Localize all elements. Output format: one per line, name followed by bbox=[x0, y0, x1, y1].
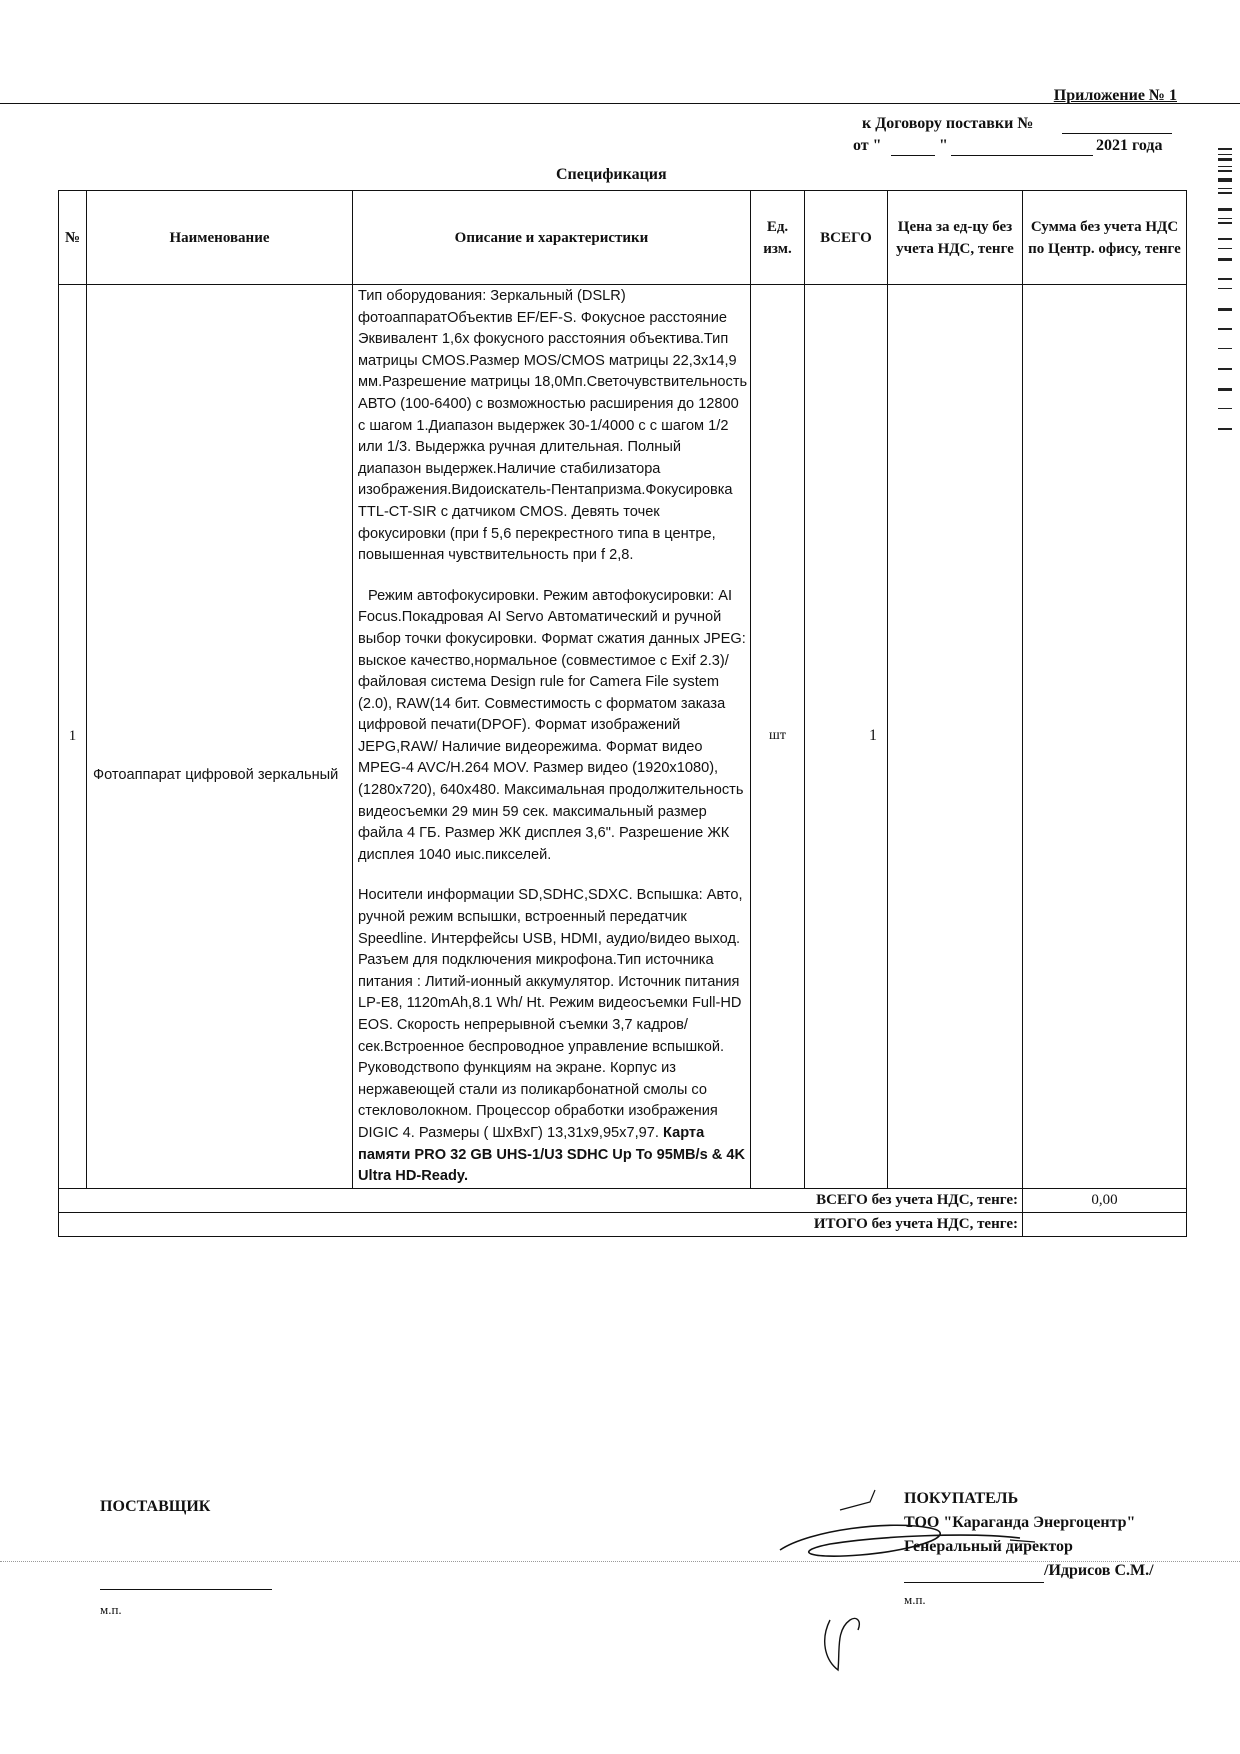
date-prefix: от " bbox=[853, 137, 882, 154]
supplier-title: ПОСТАВЩИК bbox=[100, 1498, 211, 1515]
contract-number-line bbox=[1062, 133, 1172, 134]
appendix-label: Приложение № 1 bbox=[1053, 87, 1177, 104]
col-header-price: Цена за ед-цу без учета НДС, тенге bbox=[888, 191, 1023, 285]
row-name: Фотоаппарат цифровой зеркальный bbox=[87, 285, 353, 1189]
row-price bbox=[888, 285, 1023, 1189]
contract-ref: к Договору поставки № bbox=[862, 115, 1034, 132]
buyer-stamp-label: м.п. bbox=[904, 1592, 926, 1607]
description-paragraph-3 bbox=[358, 885, 748, 1187]
buyer-name: /Идрисов С.М./ bbox=[1044, 1562, 1154, 1579]
row-total: 1 bbox=[805, 285, 888, 1189]
row-description bbox=[353, 285, 751, 1189]
date-month-line bbox=[951, 155, 1093, 156]
description-paragraph-2: Режим автофокусировки. Режим автофокусировки: AI Focus.Покадровая AI Servo Автоматический и ручной выбор точки фокусировки. Формат сжатия данных JPEG: выское качество,нормальное (совместимое с Exif 2.3)/ файловая система Design rule for Camera File system (2.0), RAW(14 бит. Совместимость с форматом заказа цифровой печати(DPOF). Формат изображений JEPG,RAW/ Наличие видеорежима. Формат видео MPEG-4 AVC/H.264 MOV. Размер видео (1920x1080), (1280x720), 640x480. Максимальная продолжительность видеосъемки 29 мин 59 сек. максимальный размер файла 4 ГБ. Размер ЖК дисплея 3,6". Разрешение ЖК дисплея 1040 иыс.пикселей. bbox=[358, 587, 746, 863]
scan-artifact-line bbox=[0, 1561, 1240, 1562]
supplier-stamp-label: м.п. bbox=[100, 1602, 122, 1617]
description-text-3: Носители информации SD,SDHC,SDXC. Вспышка: Авто, ручной режим вспышки, встроенный передатчик Speedline. Интерфейсы USB, HDMI, аудио/видео выход. Разъем для подключения микрофона.Тип источника питания : Литий-ионный аккумулятор. Источник питания LP-E8, 1120mAh,8.1 Wh/ Ht. Режим видеосъемки Full-HD EOS. Скорость непрерывной съемки 3,7 кадров/сек.Встроенное беспроводное управление вспышкой. Руководствопо функциям на экране. Корпус из нержавеющей стали из поликарбонатной смолы со стекловолокном. Процессор обработки изображения DIGIC 4. Размеры ( ШxВxГ) 13,31x9,95x7,97. bbox=[358, 887, 743, 1141]
row-sum bbox=[1023, 285, 1187, 1189]
summary-row-total bbox=[59, 1188, 1187, 1212]
col-header-sum: Сумма без учета НДС по Центр. офису, тенге bbox=[1023, 191, 1187, 285]
col-header-number: № bbox=[59, 191, 87, 285]
summary-grand-value bbox=[1023, 1212, 1187, 1236]
buyer-position: Генеральный директор bbox=[904, 1538, 1073, 1555]
buyer-organization: ТОО "Караганда Энергоцентр" bbox=[904, 1514, 1136, 1531]
col-header-unit: Ед. изм. bbox=[751, 191, 805, 285]
supplier-signature-line bbox=[100, 1589, 272, 1590]
row-unit: шт bbox=[751, 285, 805, 1189]
barcode-mark bbox=[1216, 148, 1236, 448]
col-header-name: Наименование bbox=[87, 191, 353, 285]
date-mid: " bbox=[939, 137, 948, 154]
summary-row-grand bbox=[59, 1212, 1187, 1236]
specification-table bbox=[58, 190, 1187, 1237]
description-paragraph-1: Тип оборудования: Зеркальный (DSLR) фотоаппаратОбъектив EF/EF-S. Фокусное расстояние Эквивалент 1,6x фокусного расстояния объектива.Тип матрицы CMOS.Размер MOS/CMOS матрицы 22,3x14,9 мм.Разрешение матрицы 18,0Мп.Светочувствительность АВТО (100-6400) с возможностью расширения до 12800 с шагом 1.Диапазон выдержек 30-1/4000 с с шагом 1/2 или 1/3. Выдержка ручная длительная. Полный диапазон выдержек.Наличие стабилизатора изображения.Видоискатель-Пентапризма.Фокусировка TTL-CT-SIR с датчиком CMOS. Девять точек фокусировки (при f 5,6 перекрестного типа в центре, повышенная чувствительность при f 2,8. bbox=[358, 288, 748, 564]
row-number: 1 bbox=[59, 285, 87, 1189]
document-title: Спецификация bbox=[556, 166, 667, 183]
year-label: 2021 года bbox=[1096, 137, 1163, 154]
description-bold: Карта памяти PRO 32 GB UHS-1/U3 SDHC Up To 95MB/s & 4K Ultra HD-Ready. bbox=[358, 1124, 745, 1185]
summary-total-value: 0,00 bbox=[1023, 1188, 1187, 1212]
summary-grand-label: ИТОГО без учета НДС, тенге: bbox=[59, 1212, 1023, 1236]
table-header-row bbox=[59, 191, 1187, 285]
summary-total-label: ВСЕГО без учета НДС, тенге: bbox=[59, 1188, 1023, 1212]
buyer-title: ПОКУПАТЕЛЬ bbox=[904, 1490, 1019, 1507]
handwritten-signature bbox=[770, 1480, 1050, 1680]
table-row bbox=[59, 285, 1187, 1189]
col-header-total: ВСЕГО bbox=[805, 191, 888, 285]
col-header-description: Описание и характеристики bbox=[353, 191, 751, 285]
date-day-line bbox=[891, 155, 935, 156]
